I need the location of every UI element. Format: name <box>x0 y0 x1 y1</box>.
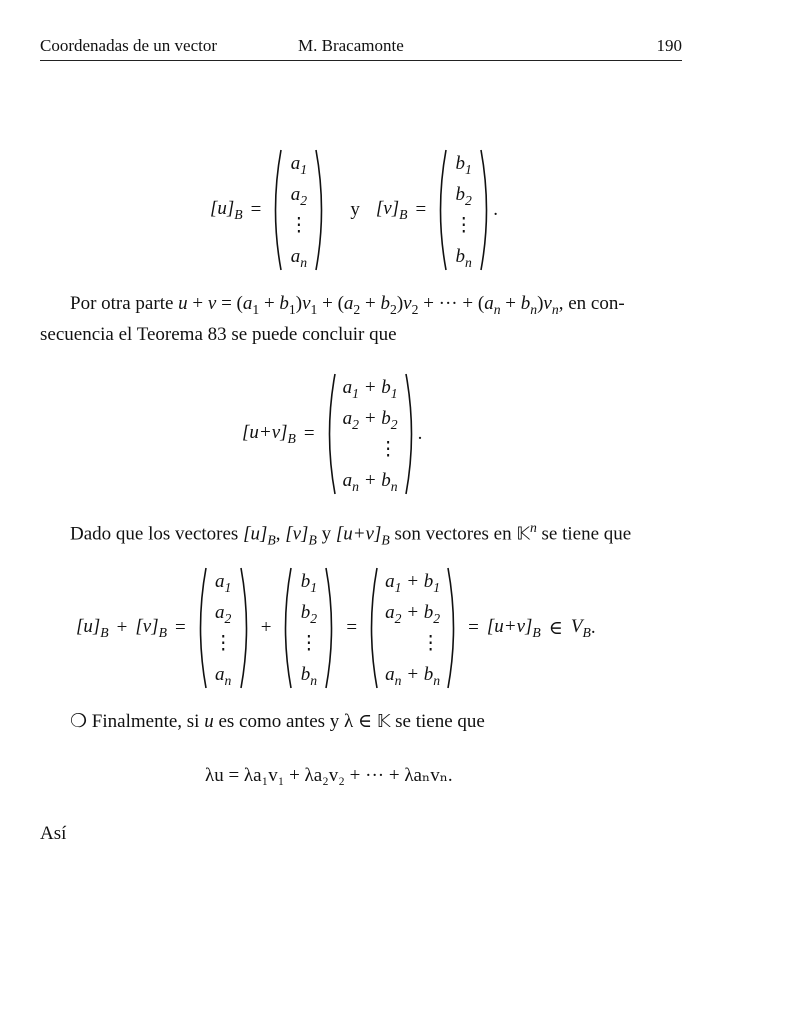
right-paren-icon <box>404 372 418 496</box>
matrix-entry: ⋮ <box>378 439 398 460</box>
equals-sign: = <box>415 199 427 220</box>
paragraph-sum: Por otra parte $u + v = (a_1 + b_1)v_1 + (a_2 + b_2)v_2$ + ··· + $(a_n + b_n)v_n$, en con- <box>70 293 625 317</box>
vector-sum-matrix: $a_1 + b_1$ $a_2 + b_2$ ⋮ $a_n + b_n$ <box>365 566 460 690</box>
vector-b-matrix <box>434 148 493 272</box>
closing-text: Así <box>40 823 67 844</box>
paragraph-sum-line2: secuencia el Teorema 83 se puede concluir que <box>40 324 397 345</box>
equation-sum-coordinates <box>242 372 422 496</box>
period: . <box>417 423 423 444</box>
period: . <box>493 199 498 220</box>
equals-sign: = <box>174 617 186 638</box>
right-paren-icon <box>324 566 338 690</box>
left-paren-icon <box>194 566 208 690</box>
matrix-entry: $b_1$ <box>455 153 472 177</box>
matrix-entry: $b_2$ <box>455 184 472 208</box>
right-paren-icon <box>314 148 328 272</box>
left-paren-icon <box>279 566 293 690</box>
matrix-entry: $a_1$ <box>290 153 308 177</box>
paragraph-scalar: ❍ Finalmente, si u es como antes y λ ∈ 𝕂 se tiene que <box>70 711 485 732</box>
right-paren-icon <box>239 566 253 690</box>
v-coord-label: $[v]_B$ <box>375 197 408 222</box>
field-symbol: 𝕂 <box>516 523 530 545</box>
equation-sum-in-VB: $[u]_B$ + $[v]_B$ = $a_1$ $a_2$ ⋮ $a_n$ + $b_1$ $b_2$ ⋮ $b_n$ = $a_1 + b_1$ $a_2 + b_2$ ⋮ $a_n + b_n$ = $[u+v]_B$ ∈ $V_B$ . <box>76 566 596 690</box>
equation-scalar-multiple: λu = λa₁v₁ + λa₂v₂ + ··· + λaₙvₙ. <box>205 765 453 786</box>
bullet-icon: ❍ <box>70 711 88 732</box>
matrix-entry: $a_1 + b_1$ <box>342 377 398 401</box>
vector-a-matrix: $a_1$ $a_2$ ⋮ $a_n$ <box>194 566 253 690</box>
sum-coord-label: $[u+v]_B$ <box>242 421 296 446</box>
right-paren-icon <box>479 148 493 272</box>
equals-sign: = <box>250 199 262 220</box>
equals-sign: = <box>303 423 315 444</box>
left-paren-icon <box>323 372 337 496</box>
left-paren-icon <box>365 566 379 690</box>
u-coord-label: $[u]_B$ <box>210 197 243 222</box>
left-paren-icon <box>434 148 448 272</box>
matrix-entry: ⋮ <box>454 215 474 236</box>
matrix-entry: ⋮ <box>289 215 309 236</box>
matrix-entry: $a_2$ <box>290 184 308 208</box>
matrix-entry: $b_n$ <box>455 246 472 270</box>
paragraph-vectors-in-field: Dado que los vectores $[u]_B$, $[v]_B$ y $[u+v]_B$ son vectores en 𝕂$^n$ se tiene que <box>70 520 632 548</box>
matrix-entry: $a_2 + b_2$ <box>342 408 398 432</box>
header-page-number: 190 <box>656 36 682 55</box>
header-section: Coordenadas de un vector <box>40 36 218 55</box>
matrix-entry: $a_n + b_n$ <box>342 470 398 494</box>
conjunction-y: y <box>350 199 360 220</box>
running-header <box>40 36 682 61</box>
header-author: M. Bracamonte <box>298 36 404 55</box>
matrix-entry: $a_n$ <box>290 246 308 270</box>
left-paren-icon <box>269 148 283 272</box>
vector-b-matrix: $b_1$ $b_2$ ⋮ $b_n$ <box>279 566 338 690</box>
vector-sum-matrix <box>323 372 418 496</box>
equation-coordinate-vectors <box>210 148 498 272</box>
vector-a-matrix <box>269 148 328 272</box>
right-paren-icon <box>446 566 460 690</box>
